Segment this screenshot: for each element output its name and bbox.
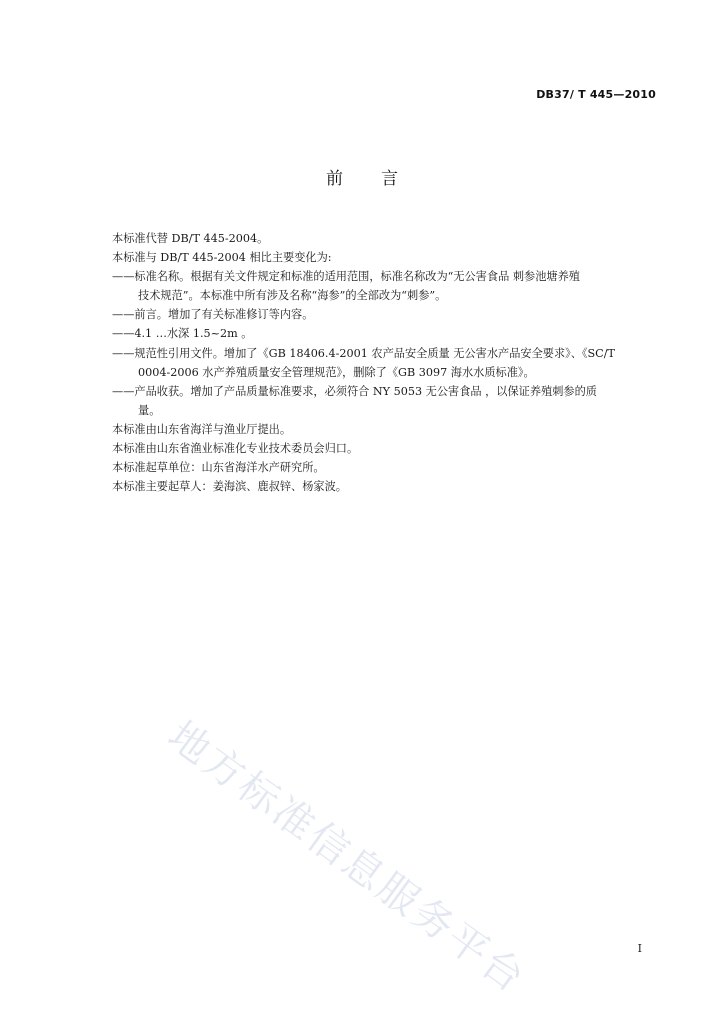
page-title: 前言	[326, 169, 436, 189]
paragraph-drafting-unit: 本标准起草单位：山东省海洋水产研究所。	[112, 461, 325, 475]
paragraph-proposed-by: 本标准由山东省海洋与渔业厅提出。	[112, 422, 292, 436]
change-item-harvest-cont: 量。	[138, 403, 161, 417]
change-item-name: ——标准名称。根据有关文件规定和标准的适用范围，标准名称改为“无公害食品 刺参池塘养殖	[112, 270, 580, 284]
change-item-foreword: ——前言。增加了有关标准修订等内容。	[112, 308, 314, 322]
paragraph-replaces: 本标准代替 DB/T 445-2004。	[112, 232, 269, 245]
change-item-references: ——规范性引用文件。增加了《GB 18406.4-2001 农产品安全质量 无公害水产品安全要求》、《SC/T	[112, 346, 615, 360]
change-item-harvest: ——产品收获。增加了产品质量标准要求，必须符合 NY 5053 无公害食品 ，以保证养殖刺参的质	[112, 384, 597, 398]
document-body	[112, 229, 660, 496]
watermark: 地方标准信息服务平台	[159, 712, 535, 1003]
paragraph-drafters: 本标准主要起草人：姜海滨、鹿叔锌、杨家波。	[112, 480, 347, 494]
change-item-water-depth: ——4.1 …水深 1.5~2m 。	[112, 327, 253, 341]
page-number: I	[637, 942, 642, 955]
paragraph-centralized-by: 本标准由山东省渔业标准化专业技术委员会归口。	[112, 442, 359, 456]
paragraph-changes-intro: 本标准与 DB/T 445-2004 相比主要变化为:	[112, 251, 332, 265]
change-item-references-cont: 0004-2006 水产养殖质量安全管理规范》，删除了《GB 3097 海水水质标准》。	[138, 365, 535, 379]
document-code: DB37/ T 445—2010	[536, 88, 656, 101]
change-item-name-cont: 技术规范”。本标准中所有涉及名称“海参”的全部改为“刺参”。	[138, 289, 447, 303]
